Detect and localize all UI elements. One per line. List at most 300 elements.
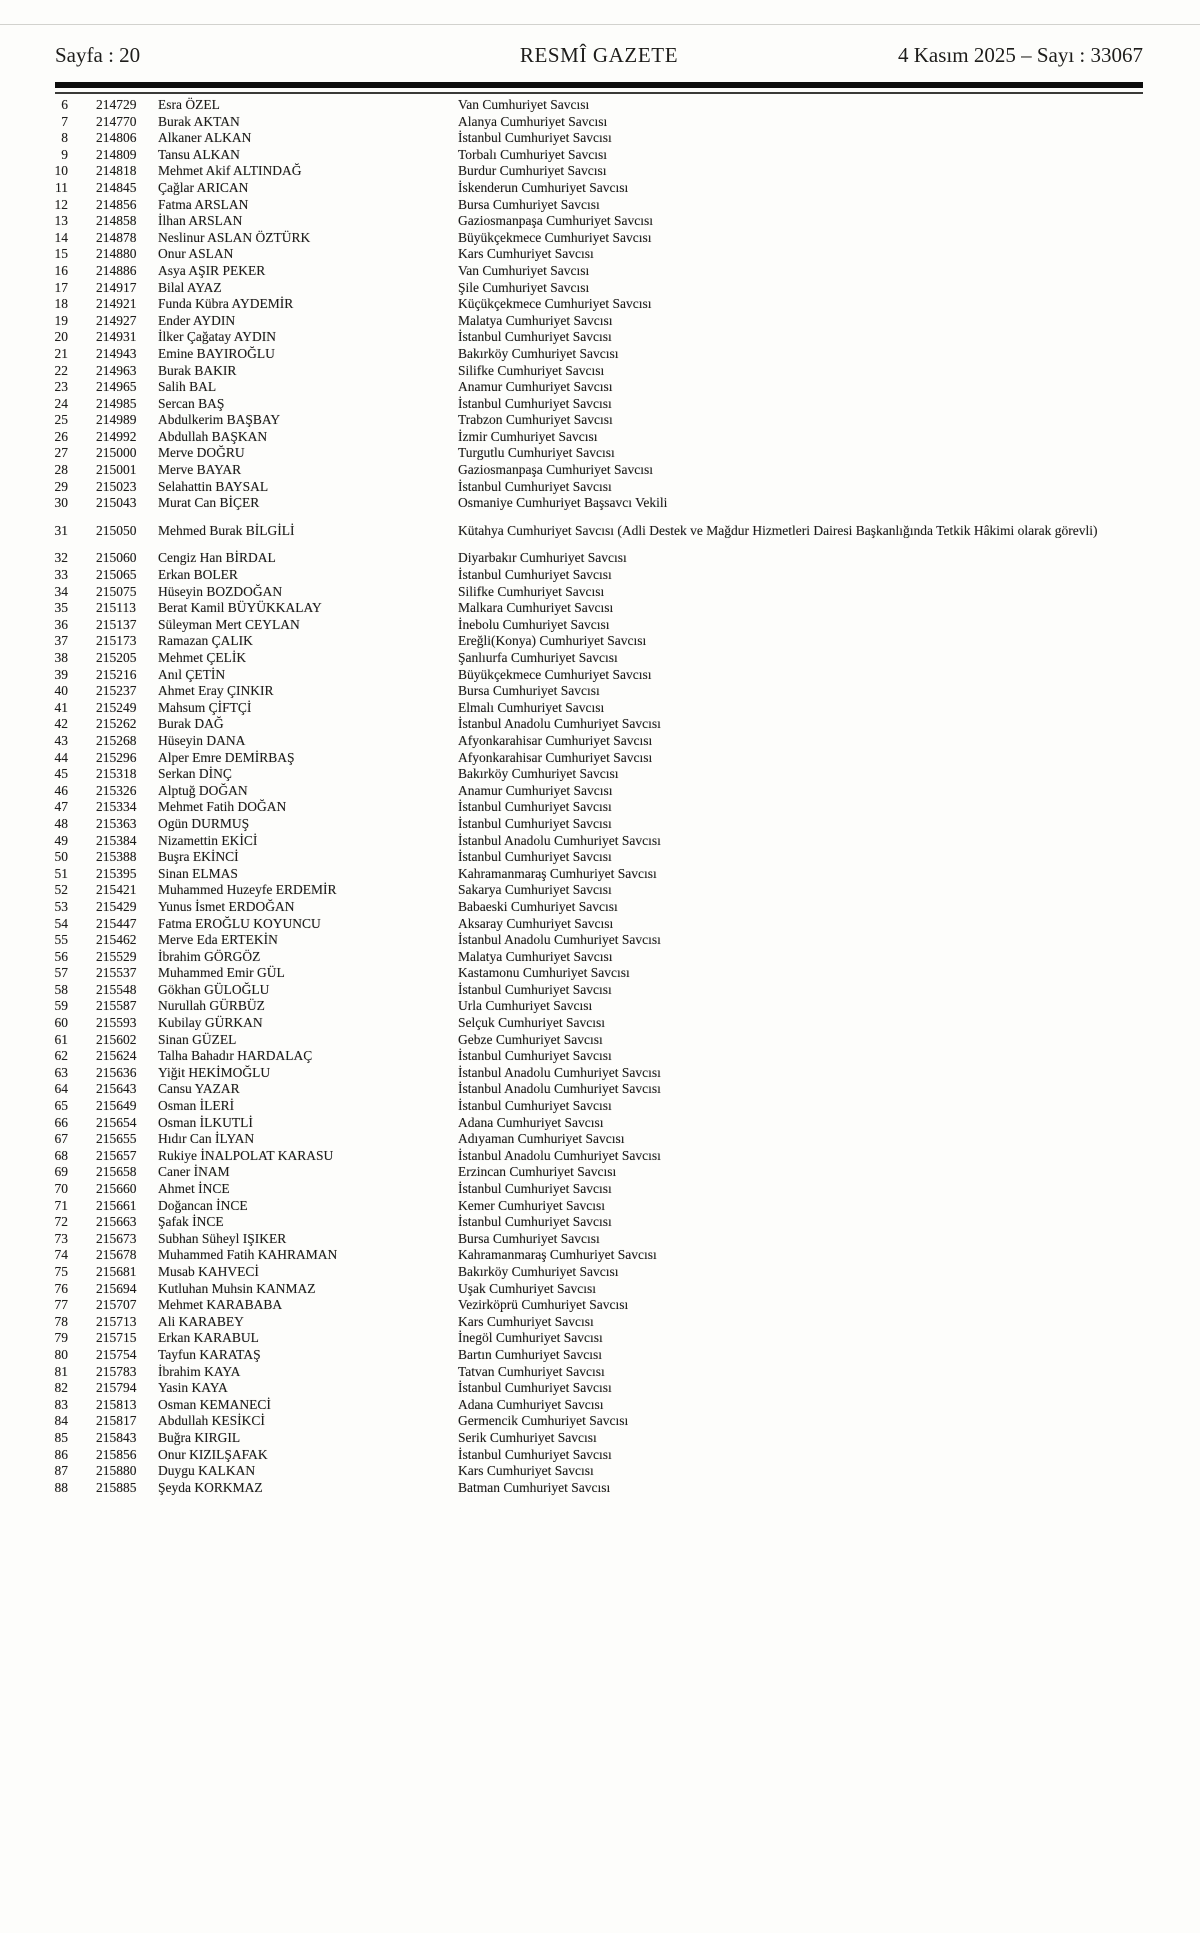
page-number-label: Sayfa : 20 <box>55 43 141 67</box>
row-number: 30 <box>54 495 68 511</box>
person-name: Muhammed Fatih KAHRAMAN <box>158 1247 338 1263</box>
registry-number: 214770 <box>96 113 137 129</box>
person-name: Ahmet Eray ÇINKIR <box>158 683 274 699</box>
row-number: 37 <box>54 633 68 649</box>
row-number: 14 <box>54 229 68 245</box>
row-number: 45 <box>54 766 68 782</box>
person-name: Funda Kübra AYDEMİR <box>158 296 294 312</box>
row-number: 65 <box>54 1098 68 1114</box>
row-number: 50 <box>54 849 68 865</box>
position-title: Malatya Cumhuriyet Savcısı <box>458 312 613 328</box>
registry-number: 214845 <box>96 179 137 195</box>
registry-number: 215856 <box>96 1446 137 1462</box>
position-title: Bakırköy Cumhuriyet Savcısı <box>458 1263 619 1279</box>
position-title: İstanbul Cumhuriyet Savcısı <box>458 815 612 831</box>
row-number: 85 <box>54 1429 68 1445</box>
registry-number: 215636 <box>96 1064 137 1080</box>
registry-number: 215649 <box>96 1098 137 1114</box>
position-title: Malkara Cumhuriyet Savcısı <box>458 600 614 616</box>
row-number: 87 <box>54 1463 68 1479</box>
table-row <box>0 1347 1200 1364</box>
row-number: 27 <box>54 445 68 461</box>
table-row <box>0 363 1200 380</box>
position-title: İstanbul Cumhuriyet Savcısı <box>458 1098 612 1114</box>
position-title: Bartın Cumhuriyet Savcısı <box>458 1346 602 1362</box>
position-title: Adıyaman Cumhuriyet Savcısı <box>458 1131 625 1147</box>
row-number: 68 <box>54 1147 68 1163</box>
row-number: 70 <box>54 1181 68 1196</box>
position-title: Gaziosmanpaşa Cumhuriyet Savcısı <box>458 462 653 478</box>
registry-number: 215326 <box>96 782 137 798</box>
position-title: Afyonkarahisar Cumhuriyet Savcısı <box>458 749 653 765</box>
position-title: İstanbul Cumhuriyet Savcısı <box>458 1380 612 1396</box>
registry-number: 215880 <box>96 1463 137 1479</box>
table-row <box>0 1148 1200 1165</box>
position-title: Gaziosmanpaşa Cumhuriyet Savcısı <box>458 213 653 229</box>
registry-number: 215388 <box>96 849 137 865</box>
row-number: 18 <box>54 296 68 312</box>
position-title: İstanbul Cumhuriyet Savcısı <box>458 567 612 583</box>
position-title: Bursa Cumhuriyet Savcısı <box>458 196 600 212</box>
position-title: Trabzon Cumhuriyet Savcısı <box>458 412 613 428</box>
table-row <box>0 197 1200 214</box>
row-number: 44 <box>54 749 68 765</box>
position-title: İstanbul Cumhuriyet Savcısı <box>458 1214 612 1230</box>
person-name: Abdullah BAŞKAN <box>158 428 268 444</box>
table-row <box>0 1413 1200 1430</box>
table-row <box>0 833 1200 850</box>
person-name: Cansu YAZAR <box>158 1081 240 1097</box>
position-title: Bakırköy Cumhuriyet Savcısı <box>458 345 619 361</box>
row-number: 11 <box>55 179 68 195</box>
position-title: İstanbul Anadolu Cumhuriyet Savcısı <box>458 932 661 948</box>
row-number: 53 <box>54 898 68 914</box>
person-name: Mehmet Akif ALTINDAĞ <box>158 163 302 179</box>
registry-number: 215587 <box>96 998 137 1014</box>
table-row <box>0 1314 1200 1331</box>
person-name: Abdullah KESİKCİ <box>158 1413 265 1429</box>
row-number: 78 <box>54 1313 68 1329</box>
table-row <box>0 213 1200 230</box>
person-name: Mehmed Burak BİLGİLİ <box>158 522 295 538</box>
person-name: Merve Eda ERTEKİN <box>158 932 278 948</box>
position-title: Adana Cumhuriyet Savcısı <box>458 1114 604 1130</box>
person-name: Onur KIZILŞAFAK <box>158 1446 268 1462</box>
table-row <box>0 329 1200 346</box>
person-name: İlker Çağatay AYDIN <box>158 329 276 345</box>
registry-number: 214856 <box>96 196 137 212</box>
position-title: Vezirköprü Cumhuriyet Savcısı <box>458 1297 629 1313</box>
row-number: 55 <box>54 932 68 948</box>
position-title: İstanbul Anadolu Cumhuriyet Savcısı <box>458 832 661 848</box>
registry-number: 214729 <box>96 97 137 112</box>
row-number: 81 <box>54 1363 68 1379</box>
table-row <box>0 130 1200 147</box>
table-row <box>0 1364 1200 1381</box>
person-name: Kutluhan Muhsin KANMAZ <box>158 1280 316 1296</box>
registry-number: 214858 <box>96 213 137 229</box>
registry-number: 215624 <box>96 1048 137 1064</box>
table-row <box>0 495 1200 512</box>
table-row <box>0 445 1200 462</box>
row-number: 66 <box>54 1114 68 1130</box>
registry-number: 214989 <box>96 412 137 428</box>
row-number: 36 <box>54 616 68 632</box>
row-number: 20 <box>54 329 68 345</box>
table-row <box>0 683 1200 700</box>
registry-number: 215643 <box>96 1081 137 1097</box>
row-number: 51 <box>54 865 68 881</box>
row-number: 28 <box>54 462 68 478</box>
table-row <box>0 816 1200 833</box>
registry-number: 215681 <box>96 1263 137 1279</box>
table-row <box>0 700 1200 717</box>
row-number: 47 <box>54 799 68 815</box>
row-number: 40 <box>54 683 68 699</box>
table-row <box>0 296 1200 313</box>
table-row <box>0 1015 1200 1032</box>
person-name: İbrahim GÖRGÖZ <box>158 948 261 964</box>
table-row <box>0 1098 1200 1115</box>
person-name: İlhan ARSLAN <box>158 213 243 229</box>
position-title: Silifke Cumhuriyet Savcısı <box>458 583 605 599</box>
prosecutor-table <box>0 97 1200 1496</box>
person-name: Burak BAKIR <box>158 362 237 378</box>
person-name: Gökhan GÜLOĞLU <box>158 981 270 997</box>
registry-number: 215075 <box>96 583 137 599</box>
registry-number: 215137 <box>96 616 137 632</box>
position-title: Bursa Cumhuriyet Savcısı <box>458 1230 600 1246</box>
registry-number: 215655 <box>96 1131 137 1147</box>
registry-number: 215707 <box>96 1297 137 1313</box>
table-row <box>0 1480 1200 1497</box>
table-row <box>0 866 1200 883</box>
position-title: Küçükçekmece Cumhuriyet Savcısı <box>458 296 652 312</box>
person-name: Emine BAYIROĞLU <box>158 345 275 361</box>
person-name: Yasin KAYA <box>158 1380 228 1396</box>
person-name: Alptuğ DOĞAN <box>158 782 248 798</box>
position-title: İstanbul Cumhuriyet Savcısı <box>458 478 612 494</box>
row-number: 22 <box>54 362 68 378</box>
row-number: 61 <box>54 1031 68 1047</box>
row-number: 25 <box>54 412 68 428</box>
registry-number: 214886 <box>96 262 137 278</box>
table-row <box>0 550 1200 567</box>
row-number: 60 <box>54 1015 68 1031</box>
table-row <box>0 799 1200 816</box>
table-row <box>0 1380 1200 1397</box>
position-title: İnegöl Cumhuriyet Savcısı <box>458 1330 603 1346</box>
registry-number: 215000 <box>96 445 137 461</box>
table-row <box>0 1081 1200 1098</box>
position-title: İstanbul Anadolu Cumhuriyet Savcısı <box>458 1064 661 1080</box>
registry-number: 215529 <box>96 948 137 964</box>
table-row <box>0 1032 1200 1049</box>
person-name: Erkan BOLER <box>158 567 238 583</box>
position-title: Burdur Cumhuriyet Savcısı <box>458 163 607 179</box>
row-number: 59 <box>54 998 68 1014</box>
table-row <box>0 998 1200 1015</box>
person-name: Onur ASLAN <box>158 246 234 262</box>
person-name: Hıdır Can İLYAN <box>158 1131 255 1147</box>
table-row <box>0 849 1200 866</box>
person-name: Ali KARABEY <box>158 1313 244 1329</box>
table-row <box>0 1281 1200 1298</box>
row-number: 67 <box>54 1131 68 1147</box>
row-number: 88 <box>54 1479 68 1495</box>
position-title: Selçuk Cumhuriyet Savcısı <box>458 1015 605 1031</box>
table-row <box>0 246 1200 263</box>
person-name: Rukiye İNALPOLAT KARASU <box>158 1147 334 1163</box>
position-title: Malatya Cumhuriyet Savcısı <box>458 948 613 964</box>
registry-number: 214917 <box>96 279 137 295</box>
row-number: 15 <box>54 246 68 262</box>
registry-number: 215794 <box>96 1380 137 1396</box>
row-number: 57 <box>54 965 68 981</box>
person-name: Ramazan ÇALIK <box>158 633 253 649</box>
row-number: 69 <box>54 1164 68 1180</box>
registry-number: 215713 <box>96 1313 137 1329</box>
person-name: Musab KAHVECİ <box>158 1263 259 1279</box>
position-title: İstanbul Cumhuriyet Savcısı <box>458 799 612 815</box>
person-name: Fatma EROĞLU KOYUNCU <box>158 915 321 931</box>
table-row <box>0 949 1200 966</box>
registry-number: 215001 <box>96 462 137 478</box>
row-number: 19 <box>54 312 68 328</box>
person-name: Süleyman Mert CEYLAN <box>158 616 300 632</box>
position-title: Uşak Cumhuriyet Savcısı <box>458 1280 596 1296</box>
row-number: 6 <box>61 97 68 112</box>
person-name: Tayfun KARATAŞ <box>158 1346 261 1362</box>
row-number: 79 <box>54 1330 68 1346</box>
registry-number: 215173 <box>96 633 137 649</box>
row-number: 7 <box>61 113 68 129</box>
position-title: Anamur Cumhuriyet Savcısı <box>458 379 613 395</box>
page-header <box>55 36 1143 70</box>
position-title: Şile Cumhuriyet Savcısı <box>458 279 590 295</box>
person-name: Cengiz Han BİRDAL <box>158 550 276 566</box>
position-title: İzmir Cumhuriyet Savcısı <box>458 428 598 444</box>
registry-number: 215334 <box>96 799 137 815</box>
table-row <box>0 600 1200 617</box>
registry-number: 214963 <box>96 362 137 378</box>
registry-number: 215660 <box>96 1181 137 1196</box>
registry-number: 215678 <box>96 1247 137 1263</box>
row-number: 32 <box>54 550 68 566</box>
gazette-title: RESMÎ GAZETE <box>519 43 679 67</box>
row-number: 48 <box>54 815 68 831</box>
position-title: Osmaniye Cumhuriyet Başsavcı Vekili <box>458 495 668 511</box>
person-name: Bilal AYAZ <box>158 279 222 295</box>
table-row <box>0 1297 1200 1314</box>
row-number: 34 <box>54 583 68 599</box>
registry-number: 215754 <box>96 1346 137 1362</box>
table-row <box>0 716 1200 733</box>
position-title: İstanbul Cumhuriyet Savcısı <box>458 981 612 997</box>
registry-number: 214806 <box>96 130 137 146</box>
position-title: İstanbul Cumhuriyet Savcısı <box>458 1446 612 1462</box>
row-number: 64 <box>54 1081 68 1097</box>
registry-number: 215237 <box>96 683 137 699</box>
person-name: Sercan BAŞ <box>158 395 225 411</box>
person-name: Doğancan İNCE <box>158 1197 248 1213</box>
row-number: 80 <box>54 1346 68 1362</box>
table-row <box>0 1397 1200 1414</box>
position-title: Ereğli(Konya) Cumhuriyet Savcısı <box>458 633 647 649</box>
row-number: 24 <box>54 395 68 411</box>
position-title: İstanbul Anadolu Cumhuriyet Savcısı <box>458 716 661 732</box>
table-row <box>0 567 1200 584</box>
table-row <box>0 1264 1200 1281</box>
person-name: Mehmet Fatih DOĞAN <box>158 799 287 815</box>
position-title: Kastamonu Cumhuriyet Savcısı <box>458 965 630 981</box>
person-name: Esra ÖZEL <box>158 97 220 112</box>
person-name: Kubilay GÜRKAN <box>158 1015 263 1031</box>
table-row <box>0 1214 1200 1231</box>
position-title: Şanlıurfa Cumhuriyet Savcısı <box>458 650 618 665</box>
row-number: 72 <box>54 1214 68 1230</box>
registry-number: 215268 <box>96 732 137 748</box>
person-name: Yiğit HEKİMOĞLU <box>158 1064 271 1080</box>
position-title: Bakırköy Cumhuriyet Savcısı <box>458 766 619 782</box>
row-number: 26 <box>54 428 68 444</box>
person-name: Şeyda KORKMAZ <box>158 1479 263 1495</box>
position-title: İstanbul Cumhuriyet Savcısı <box>458 1181 612 1196</box>
registry-number: 215065 <box>96 567 137 583</box>
row-number: 33 <box>54 567 68 583</box>
header-rule-thin <box>55 92 1143 94</box>
registry-number: 215395 <box>96 865 137 881</box>
person-name: Salih BAL <box>158 379 217 395</box>
registry-number: 215043 <box>96 495 137 511</box>
person-name: Serkan DİNÇ <box>158 766 232 782</box>
person-name: Hüseyin DANA <box>158 732 246 748</box>
registry-number: 215249 <box>96 699 137 715</box>
registry-number: 214878 <box>96 229 137 245</box>
position-title: Kahramanmaraş Cumhuriyet Savcısı <box>458 1247 657 1263</box>
person-name: Osman KEMANECİ <box>158 1396 271 1412</box>
person-name: Şafak İNCE <box>158 1214 224 1230</box>
top-scan-line <box>0 24 1200 25</box>
position-title: İstanbul Anadolu Cumhuriyet Savcısı <box>458 1147 661 1163</box>
person-name: Erkan KARABUL <box>158 1330 259 1346</box>
table-row <box>0 633 1200 650</box>
table-row <box>0 147 1200 164</box>
position-title: Serik Cumhuriyet Savcısı <box>458 1429 597 1445</box>
person-name: Ender AYDIN <box>158 312 236 328</box>
person-name: İbrahim KAYA <box>158 1363 241 1379</box>
person-name: Osman İLERİ <box>158 1098 235 1114</box>
position-title: Büyükçekmece Cumhuriyet Savcısı <box>458 666 652 682</box>
position-title: Gebze Cumhuriyet Savcısı <box>458 1031 603 1047</box>
person-name: Alkaner ALKAN <box>158 130 252 146</box>
position-title: İstanbul Cumhuriyet Savcısı <box>458 329 612 345</box>
registry-number: 214921 <box>96 296 137 312</box>
registry-number: 214992 <box>96 428 137 444</box>
position-title: Afyonkarahisar Cumhuriyet Savcısı <box>458 732 653 748</box>
position-title: İstanbul Cumhuriyet Savcısı <box>458 130 612 146</box>
table-row <box>0 1447 1200 1464</box>
position-title: Urla Cumhuriyet Savcısı <box>458 998 593 1014</box>
person-name: Asya AŞIR PEKER <box>158 262 266 278</box>
person-name: Hüseyin BOZDOĞAN <box>158 583 283 599</box>
row-number: 76 <box>54 1280 68 1296</box>
person-name: Subhan Süheyl IŞIKER <box>158 1230 287 1246</box>
table-row <box>0 1164 1200 1181</box>
person-name: Caner İNAM <box>158 1164 230 1180</box>
registry-number: 215205 <box>96 650 137 665</box>
row-number: 74 <box>54 1247 68 1263</box>
person-name: Duygu KALKAN <box>158 1463 256 1479</box>
position-title: Kars Cumhuriyet Savcısı <box>458 1313 594 1329</box>
registry-number: 214818 <box>96 163 137 179</box>
position-title: Erzincan Cumhuriyet Savcısı <box>458 1164 617 1180</box>
table-row <box>0 916 1200 933</box>
person-name: Talha Bahadır HARDALAÇ <box>158 1048 313 1064</box>
person-name: Ogün DURMUŞ <box>158 815 250 831</box>
table-row <box>0 313 1200 330</box>
row-number: 46 <box>54 782 68 798</box>
row-number: 83 <box>54 1396 68 1412</box>
table-row <box>0 523 1200 540</box>
position-title: İskenderun Cumhuriyet Savcısı <box>458 179 629 195</box>
table-row <box>0 733 1200 750</box>
person-name: Sinan ELMAS <box>158 865 238 881</box>
table-row <box>0 584 1200 601</box>
table-row <box>0 1247 1200 1264</box>
table-row <box>0 163 1200 180</box>
person-name: Abdulkerim BAŞBAY <box>158 412 281 428</box>
table-row <box>0 280 1200 297</box>
table-row <box>0 1131 1200 1148</box>
position-title: Torbalı Cumhuriyet Savcısı <box>458 146 608 162</box>
table-row <box>0 396 1200 413</box>
table-row <box>0 1330 1200 1347</box>
row-number: 23 <box>54 379 68 395</box>
person-name: Yunus İsmet ERDOĞAN <box>158 898 295 914</box>
table-row <box>0 180 1200 197</box>
row-number: 77 <box>54 1297 68 1313</box>
registry-number: 215447 <box>96 915 137 931</box>
registry-number: 214965 <box>96 379 137 395</box>
position-title: Germencik Cumhuriyet Savcısı <box>458 1413 629 1429</box>
table-row <box>0 1115 1200 1132</box>
table-row <box>0 650 1200 667</box>
person-name: Buşra EKİNCİ <box>158 849 239 865</box>
person-name: Mehmet ÇELİK <box>158 650 247 665</box>
row-number: 49 <box>54 832 68 848</box>
table-row <box>0 479 1200 496</box>
position-title: Kütahya Cumhuriyet Savcısı (Adli Destek ve Mağdur Hizmetleri Dairesi Başkanlığında Tetkik Hâkimi olarak görevli) <box>458 522 1098 538</box>
row-number: 52 <box>54 882 68 898</box>
person-name: Muhammed Emir GÜL <box>158 965 285 981</box>
position-title: Van Cumhuriyet Savcısı <box>458 262 590 278</box>
position-title: Babaeski Cumhuriyet Savcısı <box>458 898 618 914</box>
row-number: 9 <box>61 146 68 162</box>
registry-number: 215318 <box>96 766 137 782</box>
table-row <box>0 667 1200 684</box>
table-row <box>0 1048 1200 1065</box>
registry-number: 215296 <box>96 749 137 765</box>
row-number: 17 <box>54 279 68 295</box>
person-name: Buğra KIRGIL <box>158 1429 241 1445</box>
position-title: Adana Cumhuriyet Savcısı <box>458 1396 604 1412</box>
position-title: Sakarya Cumhuriyet Savcısı <box>458 882 612 898</box>
row-number: 39 <box>54 666 68 682</box>
registry-number: 215658 <box>96 1164 137 1180</box>
registry-number: 215657 <box>96 1147 137 1163</box>
person-name: Berat Kamil BÜYÜKKALAY <box>158 600 322 616</box>
